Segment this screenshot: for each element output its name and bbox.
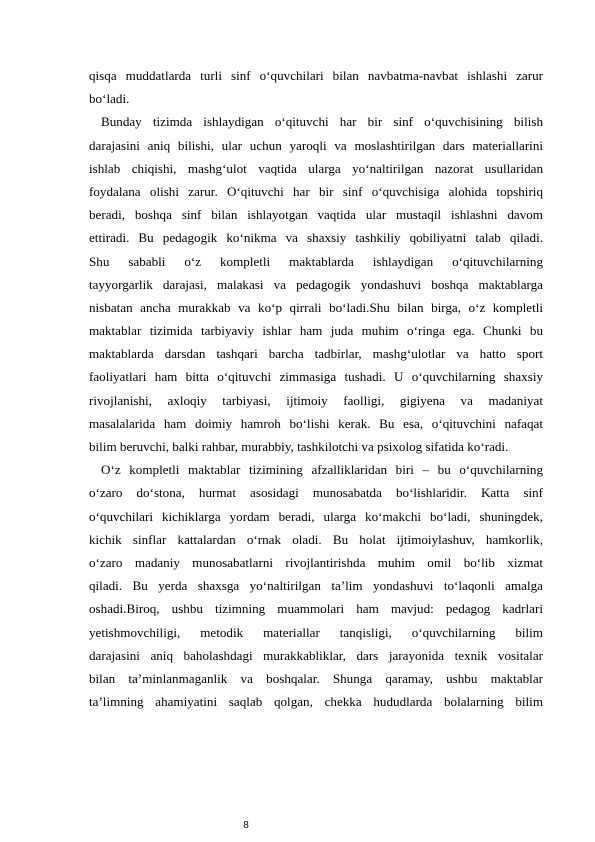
text-line: ettiradi. Bu pedagogik ko‘nikma va shaxsiy tashkiliy qobiliyatni talab qiladi. <box>89 230 543 246</box>
body-text <box>89 64 543 713</box>
text-line: qiladi. Bu yerda shaxsga yo‘naltirilgan ta’lim yondashuvi to‘laqonli amalga <box>89 578 543 594</box>
text-line: darajasini aniq bilishi, ular uchun yaroqli va moslashtirilgan dars materiallarini <box>89 137 543 153</box>
text-line: bilan ta’minlanmaganlik va boshqalar. Shunga qaramay, ushbu maktablar <box>89 670 543 686</box>
text-line: o‘zaro madaniy munosabatlarni rivojlantirishda muhim omil bo‘lib xizmat <box>89 554 543 570</box>
paragraph-start-line: O‘z kompletli maktablar tizimining afzalliklaridan biri – bu o‘quvchilarning <box>101 462 543 478</box>
text-line: qisqa muddatlarda turli sinf o‘quvchilari bilan navbatma-navbat ishlashi zarur <box>89 68 543 83</box>
text-line: maktablar tizimida tarbiyaviy ishlar ham juda muhim o‘ringa ega. Chunki bu <box>89 323 543 339</box>
text-line: maktablarda darsdan tashqari barcha tadbirlar, mashg‘ulotlar va hatto sport <box>89 346 543 362</box>
text-line: tayyorgarlik darajasi, malakasi va pedagogik yondashuvi boshqa maktablarga <box>89 276 543 292</box>
text-line: masalalarida ham doimiy hamroh bo‘lishi kerak. Bu esa, o‘qituvchini nafaqat <box>89 415 543 431</box>
text-line: yetishmovchiligi, metodik materiallar tanqisligi, o‘quvchilarning bilim <box>89 624 543 640</box>
text-line: o‘zaro do‘stona, hurmat asosidagi munosabatda bo‘lishlaridir. Katta sinf <box>89 485 543 501</box>
text-line: ishlab chiqishi, mashg‘ulot vaqtida ularga yo‘naltirilgan nazorat usullaridan <box>89 160 543 176</box>
text-line: nisbatan ancha murakkab va ko‘p qirrali bo‘ladi.Shu bilan birga, o‘z kompletli <box>89 299 543 315</box>
text-line: ta’limning ahamiyatini saqlab qolgan, chekka hududlarda bolalarning bilim <box>89 694 543 710</box>
text-line: kichik sinflar kattalardan o‘rnak oladi. Bu holat ijtimoiylashuv, hamkorlik, <box>89 531 543 547</box>
text-line: faoliyatlari ham bitta o‘qituvchi zimmasiga tushadi. U o‘quvchilarning shaxsiy <box>89 369 543 385</box>
paragraph-start-line: Bunday tizimda ishlaydigan o‘qituvchi har bir sinf o‘quvchisining bilish <box>101 114 543 130</box>
text-line: Shu sababli o‘z kompletli maktablarda ishlaydigan o‘qituvchilarning <box>89 253 543 269</box>
text-line: oshadi.Biroq, ushbu tizimning muammolari ham mavjud: pedagog kadrlari <box>89 601 543 617</box>
page-number: 8 <box>243 820 249 831</box>
text-line: beradi, boshqa sinf bilan ishlayotgan vaqtida ular mustaqil ishlashni davom <box>89 207 543 223</box>
text-line: bo‘ladi. <box>89 91 130 107</box>
text-line: bilim beruvchi, balki rahbar, murabbiy, tashkilotchi va psixolog sifatida ko‘radi. <box>89 439 509 454</box>
text-line: rivojlanishi, axloqiy tarbiyasi, ijtimoiy faolligi, gigiyena va madaniyat <box>89 392 543 408</box>
text-line: o‘quvchilari kichiklarga yordam beradi, ularga ko‘makchi bo‘ladi, shuningdek, <box>89 508 543 524</box>
text-line: foydalana olishi zarur. O‘qituvchi har bir sinf o‘quvchisiga alohida topshiriq <box>89 183 543 199</box>
text-line: darajasini aniq baholashdagi murakkabliklar, dars jarayonida texnik vositalar <box>89 647 543 663</box>
